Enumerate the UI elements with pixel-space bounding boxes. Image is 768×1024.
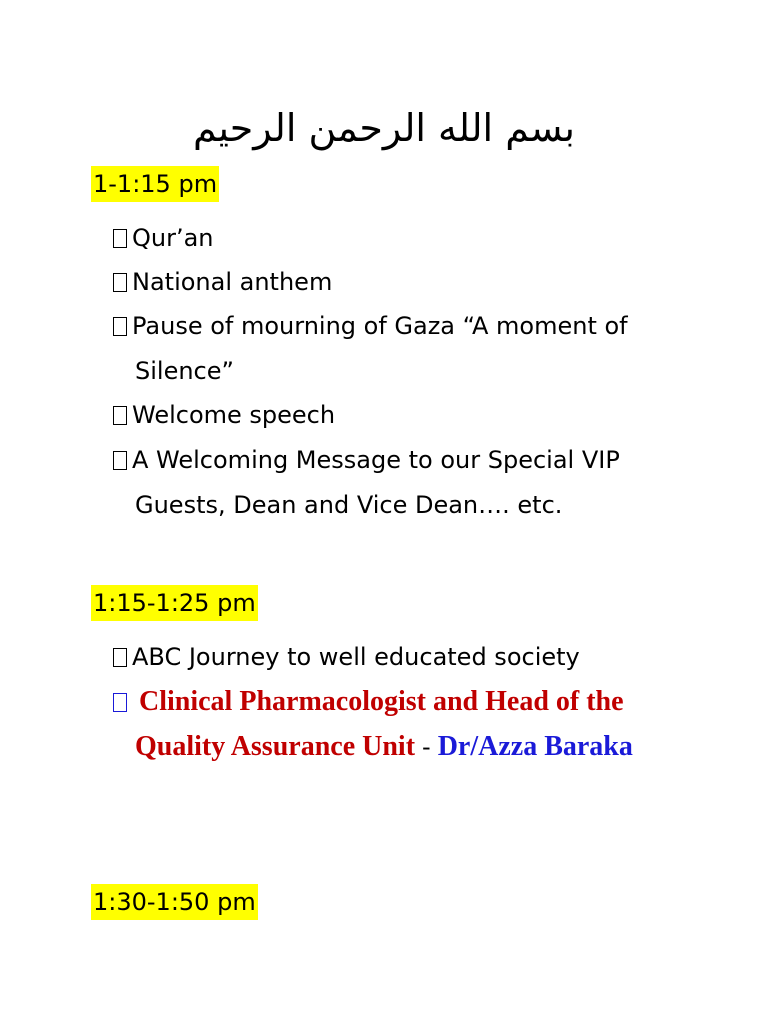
time-slot-3: 1:30-1:50 pm xyxy=(91,884,258,920)
list-item: National anthem xyxy=(113,260,725,305)
time-slot-2: 1:15-1:25 pm xyxy=(91,585,258,621)
separator: - xyxy=(422,732,431,761)
checkbox-icon xyxy=(113,648,127,667)
speaker-role: Clinical Pharmacologist and Head of the Quality Assurance Unit xyxy=(135,686,624,762)
checkbox-icon xyxy=(113,273,127,292)
list-item: Welcome speech xyxy=(113,393,725,438)
checkbox-icon xyxy=(113,693,127,712)
list-item: Qur’an xyxy=(113,216,725,261)
time-slot-1: 1-1:15 pm xyxy=(91,166,219,202)
list-item: Pause of mourning of Gaza “A moment of Silence” xyxy=(113,304,675,393)
checkbox-icon xyxy=(113,451,127,470)
speaker-item xyxy=(113,680,695,769)
speaker-name: Dr/Azza Baraka xyxy=(437,730,633,762)
list-item: A Welcoming Message to our Special VIP Guests, Dean and Vice Dean…. etc. xyxy=(113,438,715,527)
checkbox-icon xyxy=(113,406,127,425)
page-title: بسم الله الرحمن الرحيم xyxy=(193,106,575,150)
checkbox-icon xyxy=(113,317,127,336)
checkbox-icon xyxy=(113,229,127,248)
list-item: ABC Journey to well educated society xyxy=(113,635,725,680)
